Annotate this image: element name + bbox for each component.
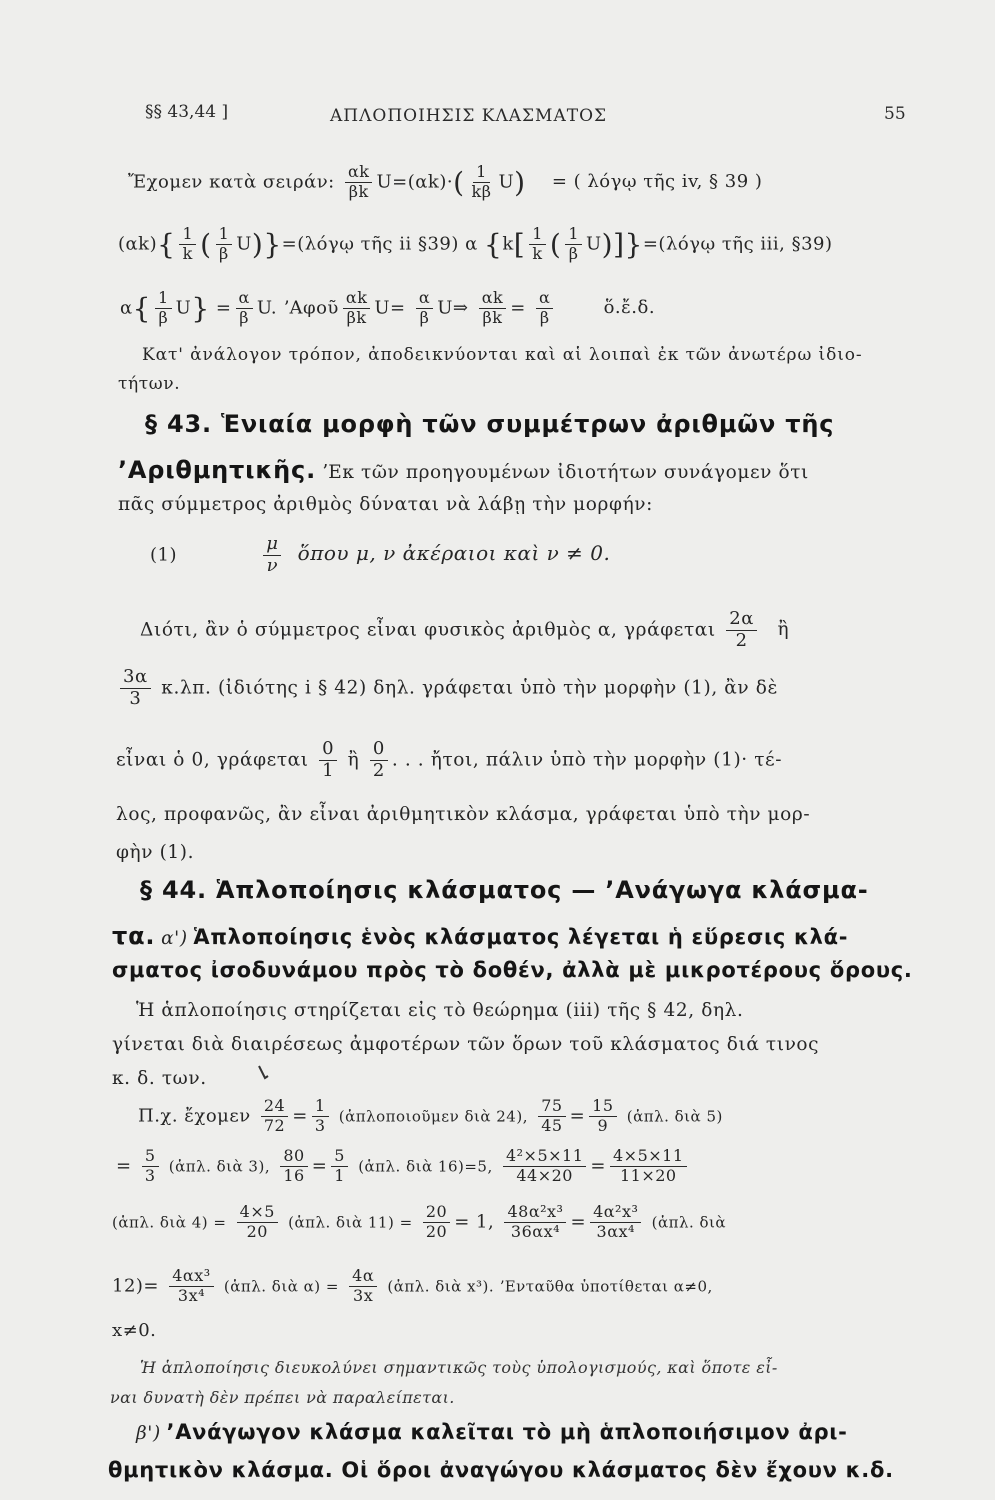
fraction: $\frac{5}{1}$ — [331, 1148, 348, 1185]
fraction: $\frac{0}{2}$ — [370, 740, 388, 781]
stray-ink-mark — [256, 1064, 270, 1084]
fraction: $\frac{\text{48α²x³}}{\text{36αx⁴}}$ — [504, 1204, 566, 1241]
fraction: $\frac{3\alpha}{3}$ — [120, 668, 151, 709]
beta-line-2: θμητικὸν κλάσμα. Οἱ ὅροι ἀναγώγου κλάσματος δὲν ἔχουν κ.δ. — [108, 1458, 894, 1482]
proof-line-5: τήτων. — [118, 374, 181, 394]
example-line-2: = $\frac{5}{3}$ (ἁπλ. διὰ 3), $\frac{80}{16}$ = $\frac{5}{1}$ (ἁπλ. διὰ 16)=5, $\frac{\text{4²×5×11}}{44\times 20}$ = $\frac{4\times 5\times 11}{11\times 20}$ — [116, 1148, 691, 1185]
section-44-text-2: γίνεται διὰ διαιρέσεως ἀμφοτέρων τῶν ὅρων τοῦ κλάσματος διά τινος — [112, 1034, 820, 1055]
paragraph-line-1: Διότι, ἂν ὁ σύμμετρος εἶναι φυσικὸς ἀριθμὸς α, γράφεται $\frac{2\alpha}{2}$ ἢ — [140, 608, 790, 651]
fraction: $\frac{1}{k}$ — [529, 226, 546, 263]
fraction: $\frac{80}{16}$ — [280, 1148, 307, 1185]
fraction: $\frac{1}{3}$ — [312, 1098, 329, 1135]
fraction: $\frac{\alpha k}{\beta k}$ — [345, 164, 373, 201]
fraction: $\frac{75}{45}$ — [538, 1098, 565, 1135]
paragraph-line-4: λος, προφανῶς, ἂν εἶναι ἀριθμητικὸν κλάσμα, γράφεται ὑπὸ τὴν μορ- — [116, 804, 811, 825]
paragraph-line-5: φὴν (1). — [116, 842, 195, 863]
section-44-text-1: Ἡ ἁπλοποίησις στηρίζεται εἰς τὸ θεώρημα (iii) τῆς § 42, δηλ. — [136, 1000, 744, 1021]
fraction: $\frac{0}{1}$ — [319, 740, 337, 781]
fraction: $\frac{4\alpha}{3x}$ — [349, 1268, 377, 1305]
section-44-definition-line-1: τα. α') Ἁπλοποίησις ἑνὸς κλάσματος λέγεται ἡ εὕρεσις κλά- — [112, 922, 849, 950]
page-number: 55 — [884, 104, 906, 124]
section-43-heading: § 43. Ἑνιαία μορφὴ τῶν συμμέτρων ἀριθμῶν τῆς — [145, 410, 835, 438]
section-44-text-3: κ. δ. των. — [112, 1068, 207, 1089]
fraction: $\frac{1}{k\beta}$ — [471, 162, 492, 201]
example-line-3: (ἁπλ. διὰ 4) = $\frac{4\times 5}{20}$ (ἁπλ. διὰ 11) = $\frac{20}{20}$ = 1, $\frac{\text{48α²x³}}{\text{36αx⁴}}$ = $\frac{\text{4α²x³}}{\text{3αx⁴}}$ (ἁπλ. διὰ — [112, 1202, 727, 1241]
section-44-heading: § 44. Ἁπλοποίησις κλάσματος — ʼΑνάγωγα κλάσμα- — [140, 876, 869, 904]
note-line-2: ναι δυνατὴ δὲν πρέπει νὰ παραλείπεται. — [110, 1388, 455, 1407]
section-43-line-2: ʼΑριθμητικῆς. ʼΕκ τῶν προηγουμένων ἰδιοτήτων συνάγομεν ὅτι — [118, 456, 809, 484]
section-43-line-3: πᾶς σύμμετρος ἀριθμὸς δύναται νὰ λάβῃ τὴν μορφήν: — [118, 494, 653, 515]
proof-line-3: α{ $\frac{1}{\beta}$ U} = $\frac{\alpha}{\beta}$ U. ʼΑφοῦ $\frac{\alpha k}{\beta k}$ U= $\frac{\alpha}{\beta}$ U⇒ $\frac{\alpha k}{\beta k}$ = $\frac{\alpha}{\beta}$ ὅ.ἔ.δ. — [120, 288, 656, 327]
fraction: $\frac{\alpha k}{\beta k}$ — [343, 290, 371, 327]
paragraph-line-2: $\frac{3\alpha}{3}$ κ.λπ. (ἰδιότης i § 42) δηλ. γράφεται ὑπὸ τὴν μορφὴν (1), ἂν δὲ — [116, 668, 778, 709]
fraction: $\frac{24}{72}$ — [261, 1098, 288, 1135]
example-line-1: Π.χ. ἔχομεν $\frac{24}{72}$ = $\frac{1}{3}$ (ἁπλοποιοῦμεν διὰ 24), $\frac{75}{45}$ = $\frac{15}{9}$ (ἁπλ. διὰ 5) — [138, 1096, 723, 1135]
beta-line-1: β') ʼΑνάγωγον κλάσμα καλεῖται τὸ μὴ ἁπλοποιήσιμον ἀρι- — [136, 1420, 848, 1444]
fraction: $\frac{\text{4α²x³}}{\text{3αx⁴}}$ — [590, 1204, 641, 1241]
fraction: $\frac{\alpha k}{\beta k}$ — [479, 290, 507, 327]
proof-line-1: Ἔχομεν κατὰ σειράν: $\frac{\alpha k}{\beta k}$ U=(αk)·( $\frac{1}{k\beta}$ U) = ( λόγῳ τῆς iv, § 39 ) — [128, 162, 763, 201]
section-44-definition-line-2: σματος ἰσοδυνάμου πρὸς τὸ δοθέν, ἀλλὰ μὲ μικροτέρους ὅρους. — [112, 958, 913, 982]
fraction: $\frac{\alpha}{\beta}$ — [536, 290, 553, 327]
proof-line-4: Κατ' ἀνάλογον τρόπον, ἀποδεικνύονται καὶ αἱ λοιπαὶ ἐκ τῶν ἀνωτέρω ἰδιο- — [142, 345, 863, 365]
fraction: $\frac{1}{\beta}$ — [565, 226, 582, 263]
equation-1: (1) $\frac{\mu}{\nu}$ ὅπου μ, ν ἀκέραιοι καὶ ν ≠ 0. — [150, 533, 611, 576]
fraction: $\frac{1}{k}$ — [179, 226, 196, 263]
example-line-4: 12)= $\frac{\text{4αx³}}{\text{3x⁴}}$ (ἁπλ. διὰ α) = $\frac{4\alpha}{3x}$ (ἁπλ. διὰ x³). ʼΕνταῦθα ὑποτίθεται α≠0, — [112, 1266, 713, 1305]
paragraph-line-3: εἶναι ὁ 0, γράφεται $\frac{0}{1}$ ἢ $\frac{0}{2}$ . . . ἤτοι, πάλιν ὑπὸ τὴν μορφὴν (1)· τέ- — [116, 738, 783, 781]
fraction: $\frac{4\times 5}{20}$ — [237, 1204, 278, 1241]
fraction: $\frac{\alpha}{\beta}$ — [236, 290, 253, 327]
fraction: $\frac{\text{4αx³}}{\text{3x⁴}}$ — [169, 1268, 213, 1305]
example-line-5: x≠0. — [112, 1320, 157, 1341]
fraction: $\frac{1}{\beta}$ — [155, 290, 172, 327]
note-line-1: Ἡ ἁπλοποίησις διευκολύνει σημαντικῶς τοὺς ὑπολογισμούς, καὶ ὅποτε εἶ- — [140, 1358, 778, 1377]
fraction: $\frac{2\alpha}{2}$ — [726, 610, 757, 651]
fraction: $\frac{\alpha}{\beta}$ — [416, 290, 433, 327]
fraction: $\frac{15}{9}$ — [589, 1098, 616, 1135]
fraction: $\frac{1}{\beta}$ — [216, 226, 233, 263]
header-section-ref: §§ 43,44 ] — [145, 102, 229, 122]
fraction: $\frac{\mu}{\nu}$ — [263, 535, 281, 576]
fraction: $\frac{5}{3}$ — [142, 1148, 159, 1185]
proof-line-2: (αk){ $\frac{1}{k}$ ( $\frac{1}{\beta}$ U)}=(λόγῳ τῆς ii §39) α {k[ $\frac{1}{k}$ ( $\frac{1}{\beta}$ U)]}=(λόγῳ τῆς iii, §39) — [118, 224, 833, 263]
fraction: $\frac{20}{20}$ — [423, 1204, 450, 1241]
page-title: ΑΠΛΟΠΟΙΗΣΙΣ ΚΛΑΣΜΑΤΟΣ — [330, 106, 608, 126]
fraction: $\frac{4\times 5\times 11}{11\times 20}$ — [610, 1148, 687, 1185]
fraction: $\frac{\text{4²×5×11}}{44\times 20}$ — [503, 1148, 586, 1185]
